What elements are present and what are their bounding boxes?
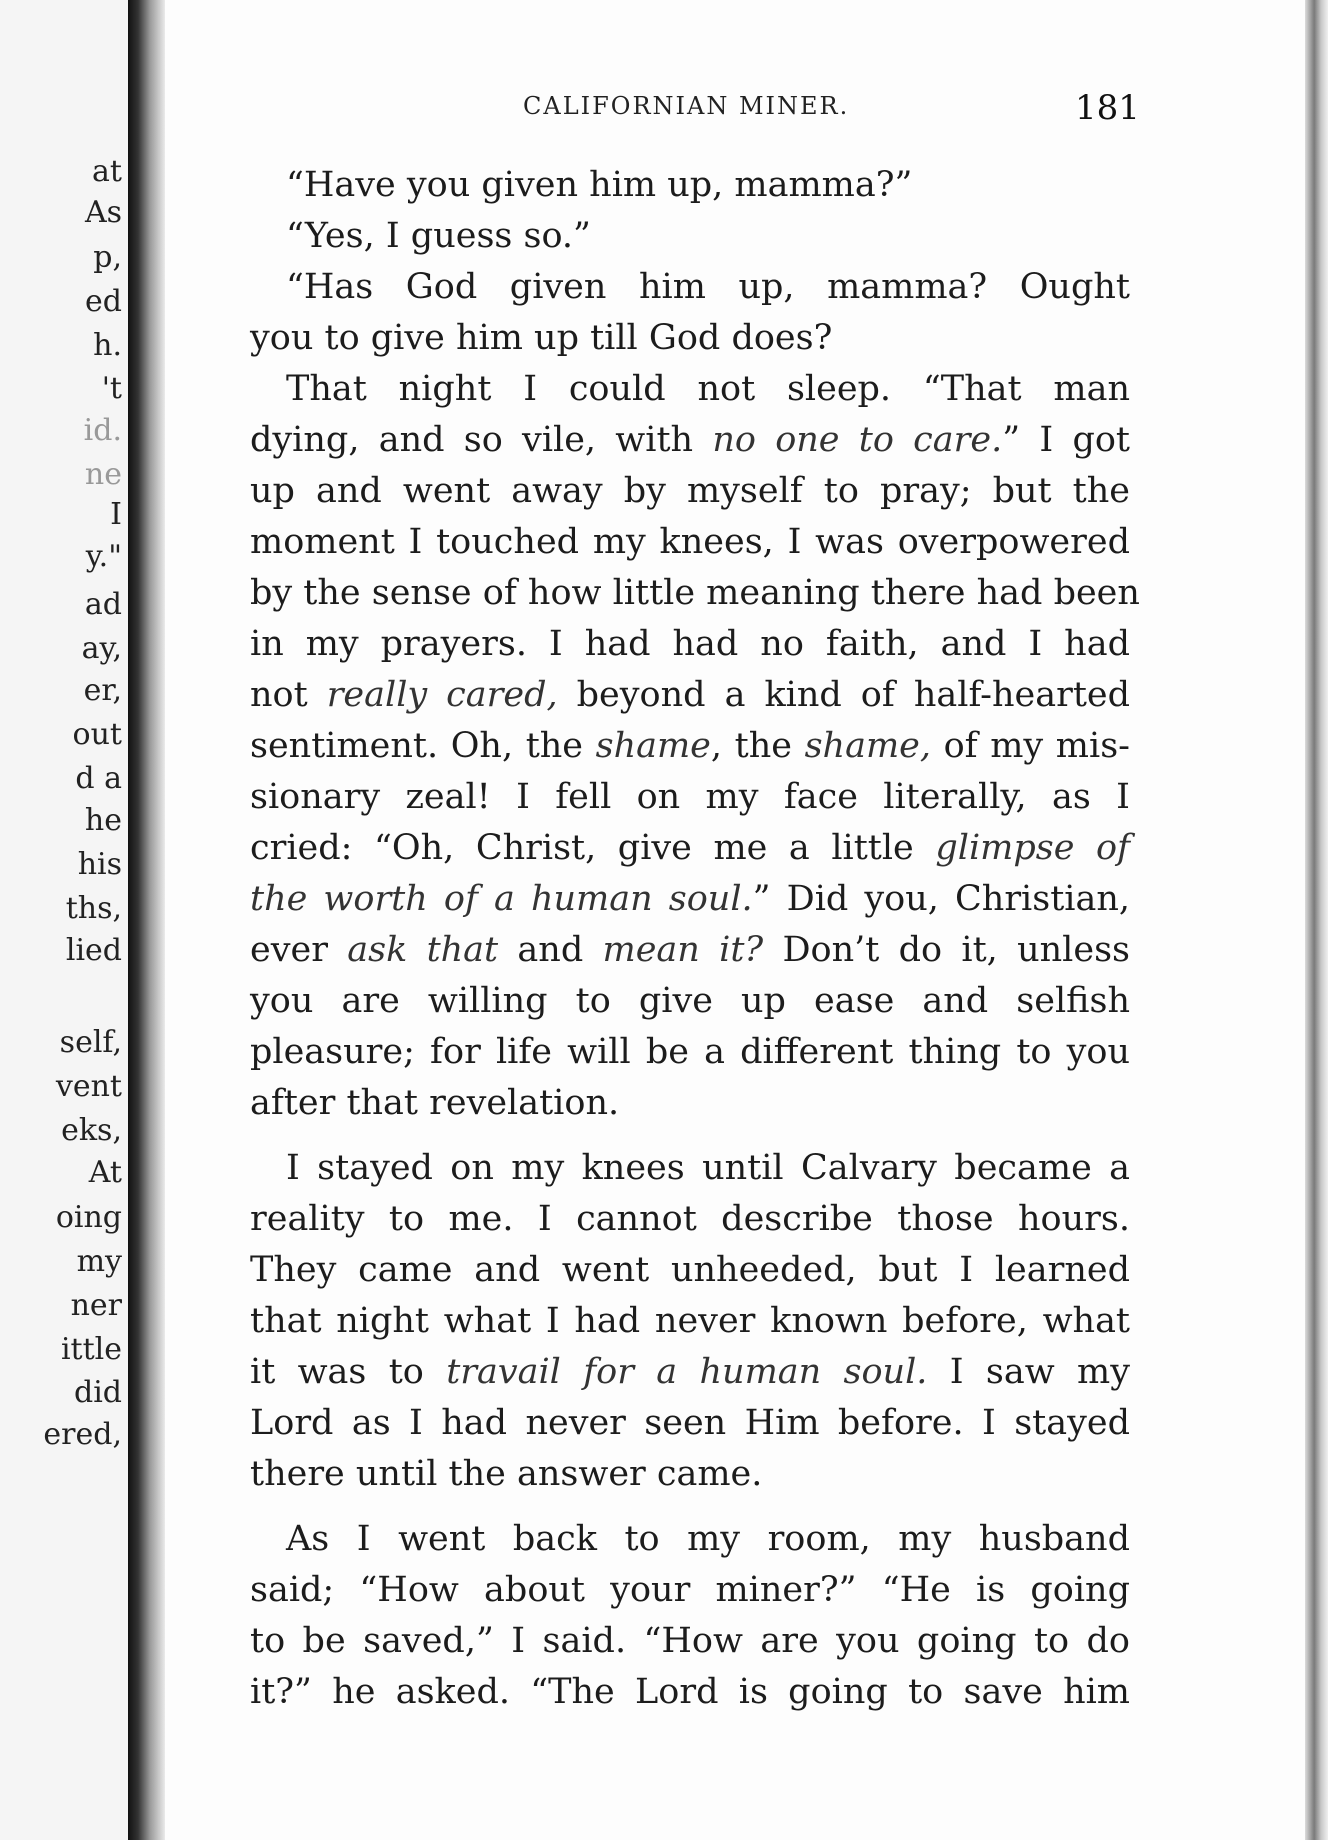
italic-phrase: mean it? — [602, 930, 764, 970]
text-line: pleasure; for life will be a different thing to you — [250, 1032, 1130, 1072]
text-line: sentiment. Oh, the shame, the shame, of my mis- — [250, 726, 1130, 766]
left-fragment: ittle — [60, 1332, 122, 1367]
text-line: “Have you given him up, mamma?” — [286, 165, 913, 205]
text-line: after that revelation. — [250, 1083, 620, 1123]
text-line: the worth of a human soul.” Did you, Christian, — [250, 879, 1130, 919]
italic-phrase: glimpse of — [935, 828, 1130, 868]
text-line: sionary zeal! I fell on my face literally, as I — [250, 777, 1130, 817]
text-line: it?” he asked. “The Lord is going to save him — [250, 1672, 1130, 1712]
text-line: reality to me. I cannot describe those hours. — [250, 1199, 1130, 1239]
page-edge-shadow — [1305, 0, 1328, 1840]
text-line: said; “How about your miner?” “He is going — [250, 1570, 1130, 1610]
left-fragment: at — [92, 154, 122, 189]
italic-phrase: travail for a human soul. — [446, 1352, 928, 1392]
left-fragment: did — [73, 1375, 122, 1410]
left-fragment: oing — [55, 1200, 122, 1235]
left-fragment: he — [84, 803, 122, 838]
left-fragment: ay, — [81, 631, 122, 666]
italic-phrase: ask that — [347, 930, 499, 970]
left-fragment: ed — [85, 284, 122, 319]
left-fragment: eks, — [61, 1113, 122, 1148]
italic-phrase: the worth of a human soul. — [250, 879, 753, 919]
left-fragment: his — [77, 847, 122, 882]
text-line: “Has God given him up, mamma? Ought — [286, 267, 1130, 307]
text-line: That night I could not sleep. “That man — [286, 369, 1130, 409]
left-fragment: ner — [70, 1288, 122, 1323]
left-fragment: lied — [65, 933, 122, 968]
left-fragment: d a — [75, 761, 122, 796]
left-fragment: y." — [85, 539, 122, 574]
text-line: “Yes, I guess so.” — [286, 216, 591, 256]
left-fragment: vent — [55, 1069, 122, 1104]
left-fragment: self, — [59, 1025, 122, 1060]
text-line: moment I touched my knees, I was overpowered — [250, 522, 1130, 562]
body-text — [250, 160, 1140, 1718]
text-line: Lord as I had never seen Him before. I stayed — [250, 1403, 1130, 1443]
book-gutter — [128, 0, 168, 1840]
left-fragment: er, — [83, 673, 122, 708]
left-fragment: ered, — [43, 1417, 122, 1452]
text-line: not really cared, beyond a kind of half-hearted — [250, 675, 1131, 715]
running-head: CALIFORNIAN MINER. — [523, 92, 850, 120]
text-line: you are willing to give up ease and selfish — [250, 981, 1130, 1021]
text-line: As I went back to my room, my husband — [286, 1519, 1130, 1559]
text-line: in my prayers. I had had no faith, and I had — [250, 624, 1130, 664]
text-line: cried: “Oh, Christ, give me a little glimpse of — [250, 828, 1130, 868]
page-number: 181 — [1075, 88, 1140, 128]
left-fragment: 't — [101, 371, 122, 406]
left-fragment: my — [76, 1244, 122, 1279]
text-line: ever ask that and mean it? Don’t do it, unless — [250, 930, 1130, 970]
left-fragment: id. — [83, 413, 122, 448]
italic-phrase: shame, — [804, 726, 931, 766]
text-line: you to give him up till God does? — [250, 318, 833, 358]
text-line: it was to travail for a human soul. I saw my — [250, 1352, 1131, 1392]
paragraph-gap — [250, 1129, 1130, 1143]
text-line: They came and went unheeded, but I learned — [250, 1250, 1130, 1290]
left-fragment: ths, — [65, 891, 122, 926]
text-line: I stayed on my knees until Calvary became a — [286, 1148, 1130, 1188]
text-line: there until the answer came. — [250, 1454, 763, 1494]
paragraph-gap — [250, 1500, 1130, 1514]
left-fragment: As — [84, 195, 122, 230]
left-fragment: ne — [84, 457, 122, 492]
left-fragment: out — [72, 717, 122, 752]
italic-phrase: no one to care. — [712, 420, 1003, 460]
italic-phrase: really cared, — [326, 675, 558, 715]
left-fragment: I — [110, 497, 122, 532]
left-fragment: ad — [84, 587, 122, 622]
left-page-edge — [0, 0, 128, 1840]
left-fragment: h. — [93, 328, 122, 363]
left-fragment: p, — [93, 240, 122, 275]
text-line: by the sense of how little meaning there had been — [250, 573, 1140, 613]
text-line: dying, and so vile, with no one to care.” I got — [250, 420, 1130, 460]
text-line: up and went away by myself to pray; but the — [250, 471, 1130, 511]
italic-phrase: shame — [595, 726, 711, 766]
text-line: that night what I had never known before, what — [250, 1301, 1130, 1341]
left-fragment: At — [88, 1155, 122, 1190]
text-line: to be saved,” I said. “How are you going to do — [250, 1621, 1130, 1661]
